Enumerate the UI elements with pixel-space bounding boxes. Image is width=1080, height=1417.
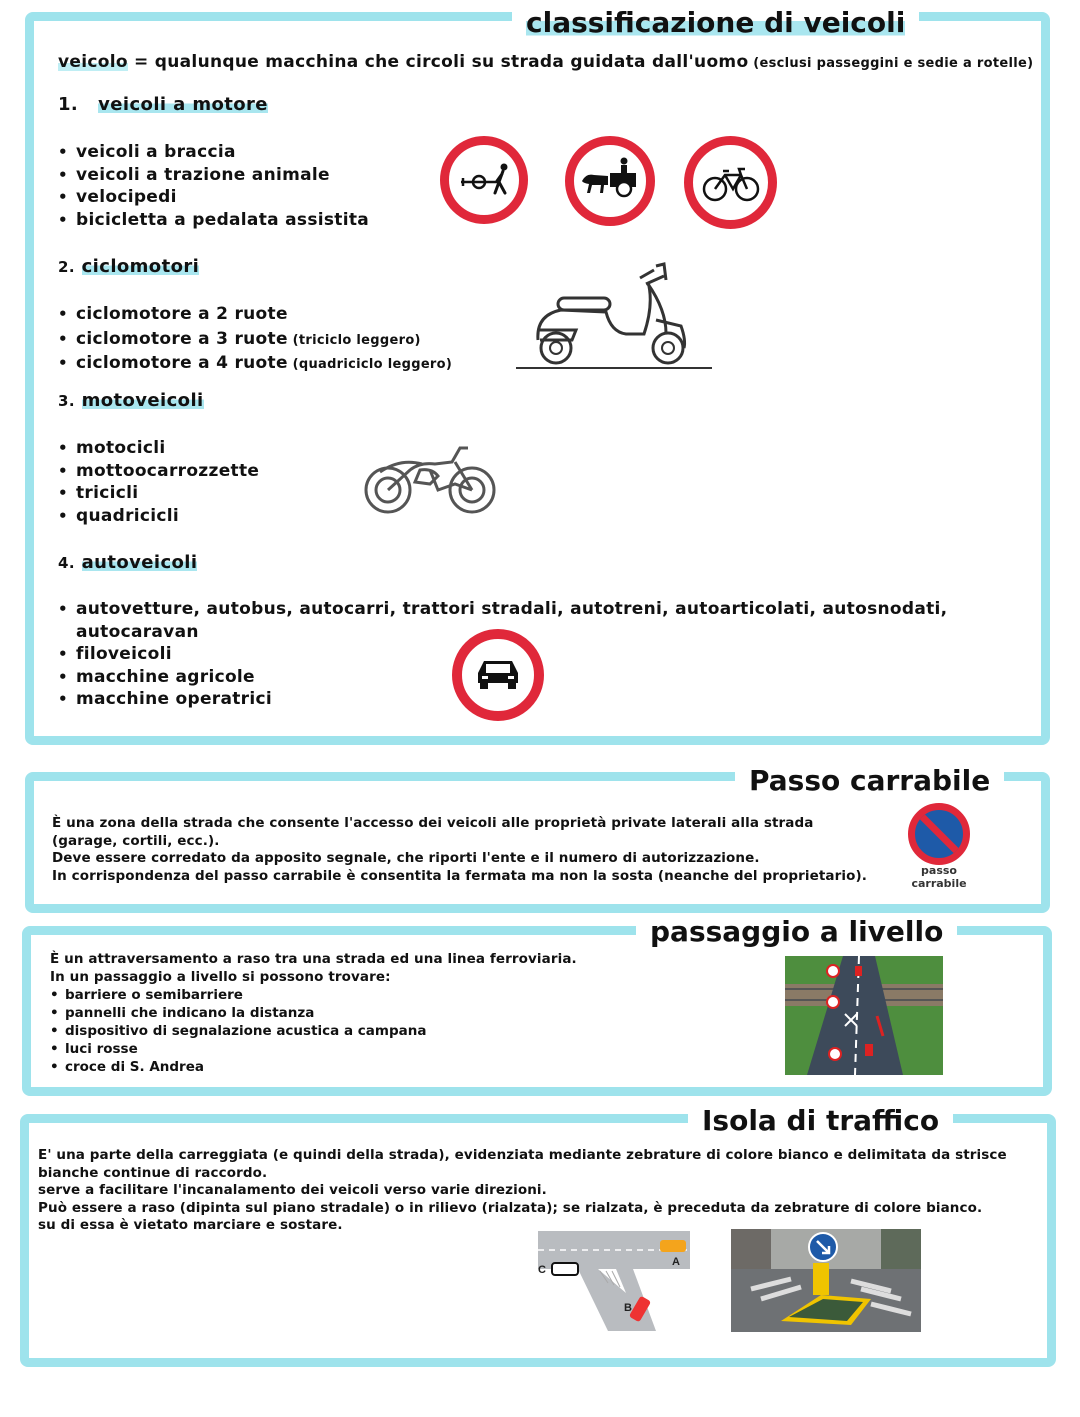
no-handcart-sign-icon bbox=[440, 136, 528, 224]
list-item: • pannelli che indicano la distanza bbox=[50, 1004, 426, 1022]
section-3-heading: 3. motoveicoli bbox=[58, 390, 204, 411]
list-item: • luci rosse bbox=[50, 1040, 426, 1058]
list-item: • ciclomotore a 3 ruote (triciclo leggero) bbox=[58, 328, 452, 353]
isola-title: Isola di traffico bbox=[688, 1104, 953, 1137]
list-item: • veicoli a braccia bbox=[58, 141, 369, 164]
classificazione-title: classificazione di veicoli bbox=[512, 6, 919, 39]
definition: veicolo = qualunque macchina che circoli su strada guidata dall'uomo (esclusi passeggini e sedie a rotelle) bbox=[58, 52, 1034, 72]
list-item: • tricicli bbox=[58, 482, 259, 505]
list-item: • mottoocarrozzette bbox=[58, 460, 259, 483]
list-item: • croce di S. Andrea bbox=[50, 1058, 426, 1076]
list-item: • barriere o semibarriere bbox=[50, 986, 426, 1004]
motorcycle-icon bbox=[360, 440, 500, 516]
traffic-island-diagram bbox=[538, 1231, 690, 1331]
section-2-list bbox=[58, 303, 452, 377]
diagram-label-a: A bbox=[672, 1256, 680, 1268]
passaggio-title: passaggio a livello bbox=[636, 915, 957, 948]
no-bicycle-sign-icon bbox=[684, 136, 777, 229]
list-item: • ciclomotore a 4 ruote (quadriciclo leggero) bbox=[58, 352, 452, 377]
list-item: • veicoli a trazione animale bbox=[58, 164, 369, 187]
list-item: • quadricicli bbox=[58, 505, 259, 528]
level-crossing-image bbox=[785, 956, 943, 1075]
no-car-sign-icon bbox=[452, 629, 544, 721]
diagram-label-c: C bbox=[538, 1264, 546, 1276]
list-item: • dispositivo di segnalazione acustica a campana bbox=[50, 1022, 426, 1040]
passo-sign-label: passo carrabile bbox=[911, 864, 967, 890]
no-animal-cart-sign-icon bbox=[565, 136, 655, 226]
section-1-list bbox=[58, 141, 369, 231]
list-item: • macchine agricole bbox=[58, 666, 947, 689]
traffic-island-photo bbox=[731, 1229, 921, 1332]
passo-title: Passo carrabile bbox=[735, 764, 1004, 797]
passaggio-intro: È un attraversamento a raso tra una strada ed una linea ferroviaria. In un passaggio a livello si possono trovare: bbox=[50, 951, 577, 985]
definition-term: veicolo bbox=[58, 52, 128, 72]
section-2-heading: 2. ciclomotori bbox=[58, 256, 200, 277]
list-item: • autovetture, autobus, autocarri, trattori stradali, autotreni, autoarticolati, autosnodati, bbox=[58, 598, 947, 621]
scooter-icon bbox=[516, 260, 716, 372]
section-1-heading: 1. veicoli a motore bbox=[58, 94, 268, 115]
section-4-heading: 4. autoveicoli bbox=[58, 552, 198, 573]
list-item: autocaravan bbox=[76, 621, 199, 642]
isola-text: E' una parte della carreggiata (e quindi della strada), evidenziata mediante zebrature di colore bianco e delimitata da strisce bianche continue di raccordo. serve a facilitare l'incanalamento dei veicoli verso varie direzioni. Può essere a raso (dipinta sul piano stradale) o in rilievo (rialzata); se rialzata, è preceduta da zebrature di colore bianco. su di essa è vietato marciare e sostare. bbox=[38, 1147, 1007, 1233]
diagram-label-b: B bbox=[624, 1302, 632, 1314]
list-item: • motocicli bbox=[58, 437, 259, 460]
list-item: • velocipedi bbox=[58, 186, 369, 209]
list-item: • ciclomotore a 2 ruote bbox=[58, 303, 452, 328]
passo-text: È una zona della strada che consente l'accesso dei veicoli alle proprietà private laterali alla strada (garage, cortili, ecc.). Deve essere corredato da apposito segnale, che riporti l'ente e il numero di autorizzazione. In corrispondenza del passo carrabile è consentita la fermata ma non la sosta (neanche del proprietario). bbox=[52, 815, 867, 884]
passo-carrabile-sign-icon bbox=[908, 803, 970, 865]
list-item: • filoveicoli bbox=[58, 643, 947, 666]
section-3-list bbox=[58, 437, 259, 527]
passaggio-list bbox=[50, 986, 426, 1076]
list-item: • macchine operatrici bbox=[58, 688, 947, 711]
list-item: • bicicletta a pedalata assistita bbox=[58, 209, 369, 232]
